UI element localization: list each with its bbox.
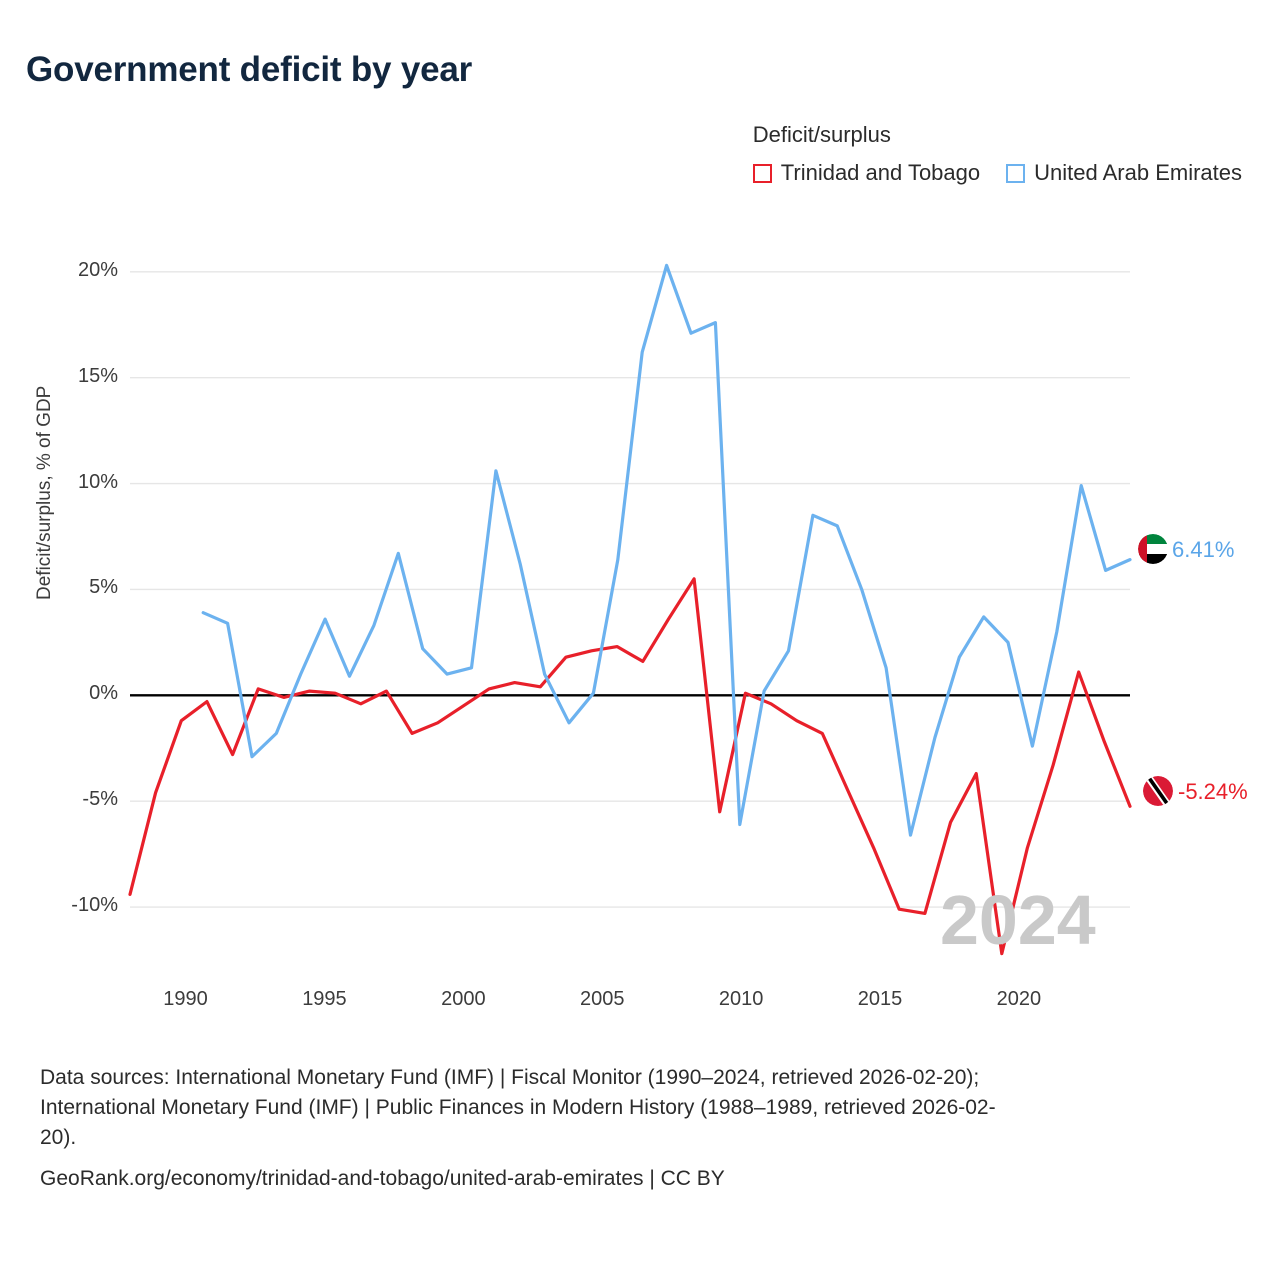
x-tick-label: 2020 [996,988,1042,1010]
footer-source-line-2: International Monetary Fund (IMF) | Public Finances in Modern History (1988–1989, retrieved 2026-02- [40,1095,996,1119]
x-tick-label: 1995 [302,988,347,1010]
y-tick-label: 10% [77,470,118,493]
flag-trinidad-and-tobago [1143,776,1173,806]
y-tick-label: 5% [89,576,118,599]
legend-item-united-arab-emirates[interactable] [1006,160,1242,186]
x-tick-label: 1990 [163,988,208,1010]
end-value-trinidad-and-tobago: -5.24% [1178,779,1248,804]
footer [40,1063,1250,1194]
y-axis-label: Deficit/surplus, % of GDP [34,385,55,600]
legend-item-trinidad-and-tobago[interactable] [753,160,980,186]
legend-swatch-united-arab-emirates [1006,164,1025,183]
y-tick-label: -5% [82,788,118,811]
x-tick-label: 2000 [441,988,486,1010]
legend-swatch-trinidad-and-tobago [753,164,772,183]
footer-source-line-3: 20). [40,1125,77,1149]
y-tick-label: 0% [89,682,118,705]
flag-united-arab-emirates [1138,534,1168,564]
footer-source-line-1: Data sources: International Monetary Fund (IMF) | Fiscal Monitor (1990–2024, retrieved 2026-02-20); [40,1066,980,1089]
legend-label-united-arab-emirates: United Arab Emirates [1034,160,1242,185]
x-tick-label: 2010 [718,988,764,1010]
end-value-united-arab-emirates: 6.41% [1172,537,1235,562]
footer-url: GeoRank.org/economy/trinidad-and-tobago/united-arab-emirates | CC BY [40,1167,725,1191]
y-tick-label: -10% [71,894,118,917]
x-tick-label: 2015 [857,988,903,1010]
page-title: Government deficit by year [26,50,473,89]
legend-title: Deficit/surplus [752,122,891,147]
year-watermark: 2024 [940,881,1096,959]
chart-legend [753,122,1242,186]
x-tick-label: 2005 [579,988,625,1010]
legend-label-trinidad-and-tobago: Trinidad and Tobago [780,160,981,185]
y-tick-label: 15% [77,364,118,387]
y-tick-label: 20% [77,258,118,281]
